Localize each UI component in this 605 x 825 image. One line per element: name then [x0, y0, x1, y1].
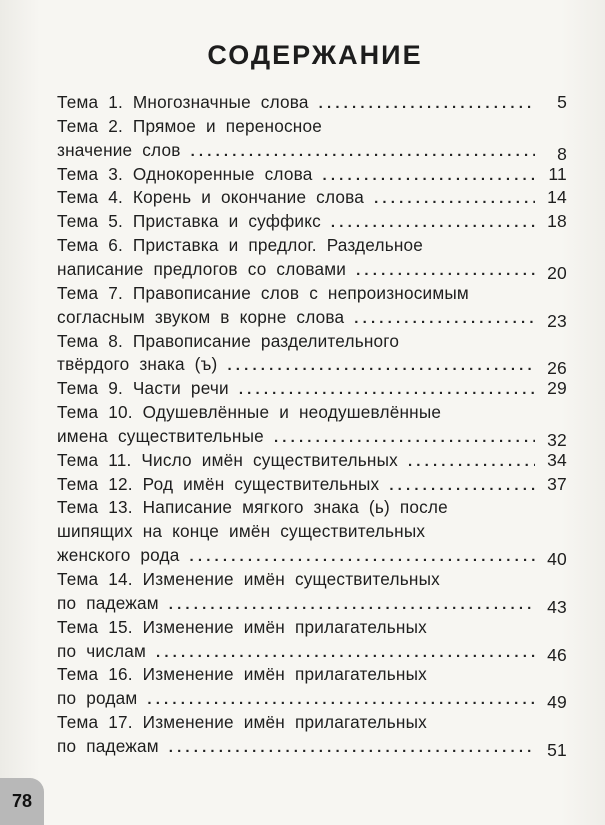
dot-leader [191, 140, 535, 164]
toc-entry [57, 330, 567, 378]
toc-entry-title: шипящих на конце имён существительных [57, 521, 426, 542]
toc-entry-title: Тема 14. Изменение имён существительных [57, 569, 440, 589]
toc-entry-title: твёрдого знака (ъ) [57, 354, 218, 375]
toc-entry-line [57, 306, 567, 330]
dot-leader [408, 450, 535, 474]
toc-entry-line [57, 258, 567, 282]
dot-leader [239, 378, 535, 402]
toc-page-number: 46 [547, 644, 567, 665]
dot-leader [274, 426, 535, 450]
toc-entry-line [57, 544, 567, 568]
toc-entry-title: Тема 7. Правописание слов с непроизносимым [57, 282, 469, 303]
toc-entry-title: имена существительные [57, 425, 264, 446]
toc-entry-line [57, 592, 567, 616]
toc-entry-line [57, 687, 567, 711]
toc-entry-line [57, 139, 567, 163]
toc-entry [57, 663, 567, 711]
toc-entry-title: Тема 16. Изменение имён прилагательных [57, 664, 427, 685]
toc-entry-line [57, 449, 567, 473]
dot-leader [322, 164, 535, 188]
toc-entry-title: Тема 4. Корень и окончание слова [57, 187, 365, 208]
toc-page-number: 40 [547, 549, 567, 570]
toc-page-number: 29 [547, 378, 567, 399]
toc-entry-title: Тема 3. Однокоренные слова [57, 163, 313, 184]
toc-entry [57, 568, 567, 616]
dot-leader [354, 307, 535, 331]
toc-entry [57, 163, 567, 187]
toc-entry-line [57, 425, 567, 449]
toc-entry-title: Тема 5. Приставка и суффикс [57, 211, 321, 232]
toc-entry-title: согласным звуком в корне слова [57, 306, 345, 327]
toc-page-number: 5 [557, 92, 567, 112]
toc-entry-title: Тема 8. Правописание разделительного [57, 330, 400, 351]
toc-page-number: 51 [547, 739, 567, 760]
toc-entry [57, 449, 567, 473]
toc-page-number: 34 [547, 449, 567, 470]
toc-entry-title: написание предлогов со словами [57, 258, 347, 279]
toc-entry-title: значение слов [57, 139, 181, 160]
toc-entry-title: Тема 17. Изменение имён прилагательных [57, 712, 427, 733]
toc-entry-line [57, 186, 567, 210]
toc-entry [57, 473, 567, 497]
toc-entry-title: Тема 9. Части речи [57, 378, 229, 399]
dot-leader [156, 641, 535, 665]
dot-leader [356, 259, 535, 283]
toc-entry [57, 282, 567, 330]
dot-leader [331, 211, 535, 235]
toc-entry-title: по падежам [57, 592, 159, 613]
toc-entry [57, 115, 567, 163]
toc-page-number: 23 [547, 310, 567, 331]
toc-entry-title: по числам [57, 640, 146, 661]
toc-entry [57, 186, 567, 210]
toc-entry-title: по родам [57, 688, 138, 709]
toc-page-number: 26 [547, 358, 567, 379]
toc-entry-line [57, 735, 567, 759]
toc-entry-title: женского рода [57, 545, 180, 566]
toc-entry-title: Тема 15. Изменение имён прилагательных [57, 616, 427, 637]
toc-entry-title: по падежам [57, 735, 159, 756]
page-title: СОДЕРЖАНИЕ [207, 40, 423, 70]
toc-entry [57, 234, 567, 282]
toc-page-number: 8 [557, 143, 567, 164]
dot-leader [169, 593, 535, 617]
dot-leader [374, 187, 535, 211]
toc-page-number: 14 [547, 187, 567, 208]
toc-entry-line [57, 353, 567, 377]
toc-entry-line [57, 163, 567, 187]
toc-page-number: 20 [547, 262, 567, 283]
toc-entry [57, 91, 567, 115]
toc-entry-title: Тема 2. Прямое и переносное [57, 115, 323, 136]
toc-entry-line [57, 210, 567, 234]
dot-leader [389, 474, 535, 498]
dot-leader [319, 92, 535, 116]
toc-entry-line [57, 377, 567, 401]
toc-page-number: 11 [548, 163, 567, 184]
toc-entry-title: Тема 13. Написание мягкого знака (ь) после [57, 497, 448, 518]
toc-entry [57, 210, 567, 234]
toc-entry-title: Тема 10. Одушевлённые и неодушевлённые [57, 402, 442, 423]
toc-page-number: 18 [547, 211, 567, 232]
toc-entry-line [57, 91, 567, 115]
toc-entry [57, 496, 567, 568]
toc-entry [57, 711, 567, 759]
toc-page-number: 37 [547, 473, 567, 494]
toc-entry [57, 616, 567, 664]
toc-entry-title: Тема 6. Приставка и предлог. Раздельное [57, 235, 424, 256]
toc-entry-line [57, 640, 567, 664]
toc-entry-title: Тема 12. Род имён существительных [57, 473, 380, 494]
toc-page-number: 32 [547, 429, 567, 450]
toc-entry-title: Тема 1. Многозначные слова [57, 92, 309, 112]
page-number-badge: 78 [0, 778, 44, 825]
toc-page-number: 43 [547, 596, 567, 617]
dot-leader [169, 736, 535, 760]
toc-entry-title: Тема 11. Число имён существительных [57, 449, 398, 470]
toc-entry [57, 401, 567, 449]
toc-page-number: 49 [547, 692, 567, 713]
dot-leader [147, 688, 535, 712]
dot-leader [227, 354, 535, 378]
toc-entry-line [57, 473, 567, 497]
dot-leader [190, 545, 535, 569]
toc-entry [57, 377, 567, 401]
